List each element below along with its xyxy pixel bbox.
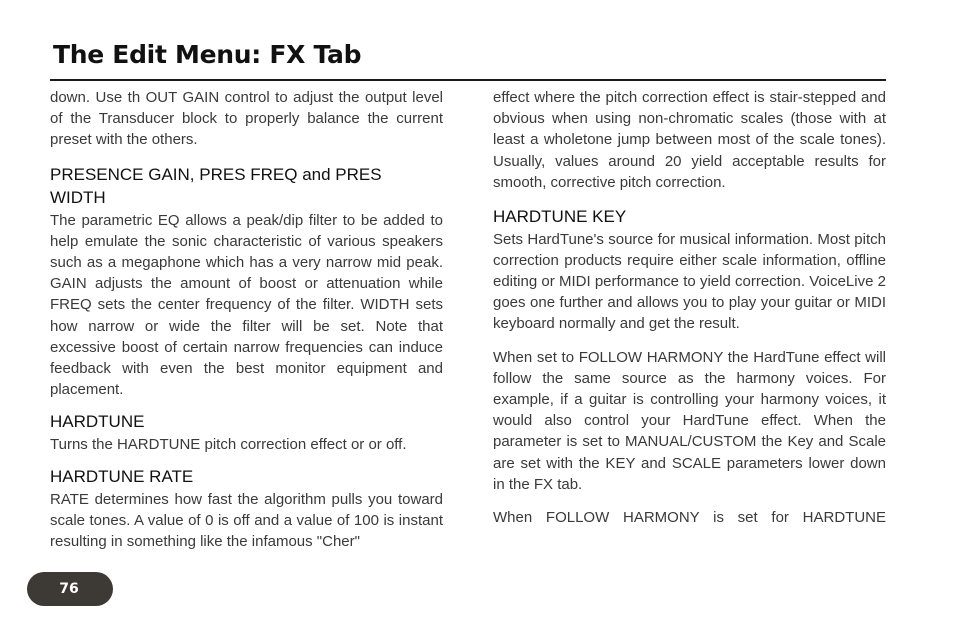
presence-paragraph: The parametric EQ allows a peak/dip filter to be added to help emulate the sonic characteristic of various speakers such as a megaphone which has a very narrow mid peak. GAIN adjusts the amount of boost or attenuation while FREQ sets the center frequency of the filter. WIDTH sets how narrow or wide the filter will be set. Note that excessive boost of certain narrow frequencies can induce feedback with even the best monitor equipment and placement. — [50, 211, 443, 399]
left-column — [50, 87, 443, 552]
presence-heading: PRESENCE GAIN, PRES FREQ and PRES WIDTH — [50, 164, 382, 208]
hardtune-key-heading: HARDTUNE KEY — [493, 207, 627, 227]
follow-harmony-continued: When FOLLOW HARMONY is set for HARDTUNE — [493, 508, 886, 526]
page-number: 76 — [59, 581, 79, 597]
intro-paragraph: down. Use th OUT GAIN control to adjust the output level of the Transducer block to properly balance the current preset with the others. — [50, 89, 443, 149]
hardtune-key-paragraph: Sets HardTune's source for musical information. Most pitch correction products require either scale information, offline editing or MIDI performance to yield correction. VoiceLive 2 goes one further and allows you to play your guitar or MIDI keyboard normally and get the result. — [493, 230, 886, 333]
page-number-badge — [27, 572, 113, 606]
hardtune-rate-paragraph: RATE determines how fast the algorithm pulls you toward scale tones. A value of 0 is off and a value of 100 is instant resulting in something like the infamous "Cher" — [50, 490, 443, 551]
follow-harmony-paragraph: When set to FOLLOW HARMONY the HardTune effect will follow the same source as the harmony voices. For example, if a guitar is controlling your harmony voices, it would also control your HardTune effect. When the parameter is set to MANUAL/CUSTOM the Key and Scale are set with the KEY and SCALE parameters lower down in the FX tab. — [493, 348, 886, 493]
page-title: The Edit Menu: FX Tab — [53, 40, 362, 69]
hardtune-heading: HARDTUNE — [50, 412, 145, 432]
rate-continued-paragraph: effect where the pitch correction effect is stair-stepped and obvious when using non-chromatic scales (those with at least a wholetone jump between most of the scale tones). Usually, values around 20 yield acceptable results for smooth, corrective pitch correction. — [493, 89, 886, 191]
title-divider — [50, 79, 886, 81]
right-column — [493, 87, 886, 528]
hardtune-rate-heading: HARDTUNE RATE — [50, 467, 194, 487]
hardtune-paragraph: Turns the HARDTUNE pitch correction effect or or off. — [50, 435, 407, 453]
